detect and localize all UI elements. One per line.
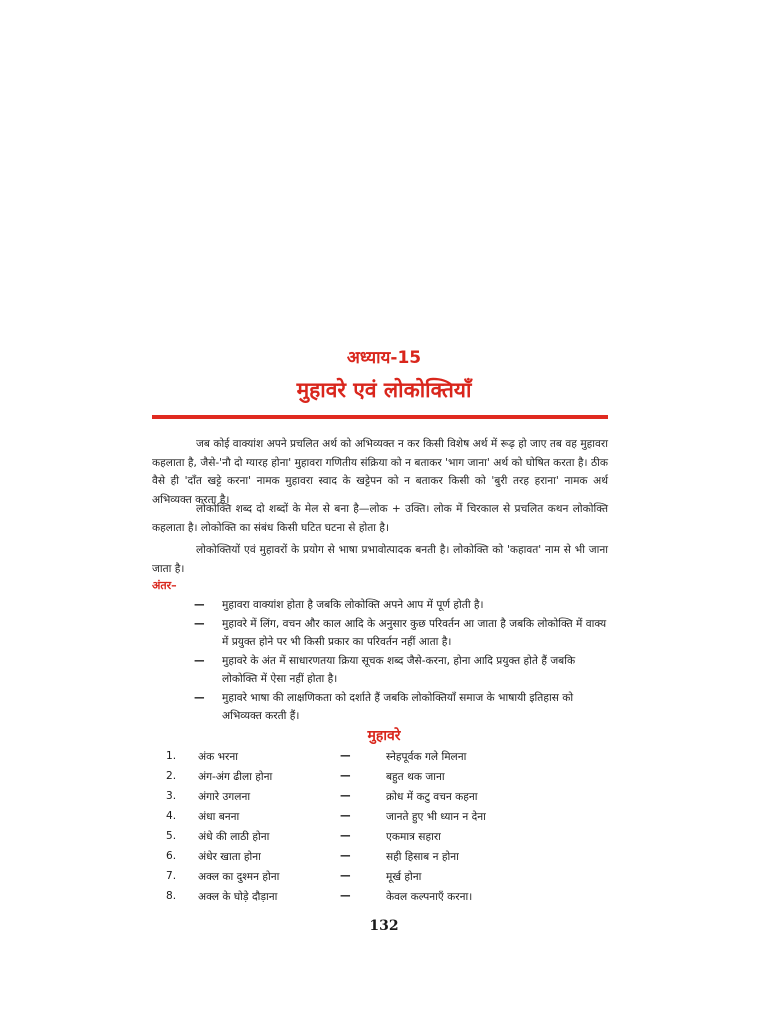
page-number: 132 <box>369 918 399 934</box>
idiom-number: 5. <box>166 830 177 842</box>
idiom-meaning: बहुत थक जाना <box>386 771 445 783</box>
idiom-row <box>0 770 768 790</box>
idiom-row <box>0 890 768 910</box>
dash-marker: — <box>340 810 351 822</box>
idiom-meaning: एकमात्र सहारा <box>386 831 441 843</box>
idiom-meaning: क्रोध में कटु वचन कहना <box>386 791 478 803</box>
dash-marker: — <box>340 770 351 782</box>
muhavare-section-heading: मुहावरे <box>367 728 401 744</box>
title-rule-divider <box>152 415 608 419</box>
dash-marker: — <box>194 692 205 704</box>
idiom-text: अक्ल के घोड़े दौड़ाना <box>198 891 278 903</box>
idiom-text: अंधे की लाठी होना <box>198 831 270 843</box>
paragraph-intro-muhavara: जब कोई वाक्यांश अपने प्रचलित अर्थ को अभिव्यक्त न कर किसी विशेष अर्थ में रूढ़ हो जाए तब वह मुहावरा कहलाता है, जैसे-'नौ दो ग्यारह होना' मुहावरा गणितीय संक्रिया को न बताकर 'भाग जाना' अर्थ को घोषित करता है। ठीक वैसे ही 'दाँत खट्टे करना' नामक मुहावरा स्वाद के खट्टेपन को न बताकर किसी को 'बुरी तरह हराना' नामक अर्थ अभिव्यक्त करता है। <box>152 438 608 506</box>
dash-marker: — <box>340 830 351 842</box>
idiom-number: 1. <box>166 750 177 762</box>
idiom-meaning: सही हिसाब न होना <box>386 851 459 863</box>
idiom-text: अंक भरना <box>198 751 239 763</box>
idiom-meaning: मूर्ख होना <box>386 871 422 883</box>
idiom-text: अंगारे उगलना <box>198 791 251 803</box>
dash-marker: — <box>340 790 351 802</box>
idiom-text: अंधेर खाता होना <box>198 851 261 863</box>
paragraph-lokokti: लोकोक्ति शब्द दो शब्दों के मेल से बना है—लोक + उक्ति। लोक में चिरकाल से प्रचलित कथन लोकोक्ति कहलाता है। लोकोक्ति का संबंध किसी घटित घटना से होता है। <box>152 503 608 534</box>
idiom-number: 4. <box>166 810 177 822</box>
idiom-row <box>0 850 768 870</box>
dash-marker: — <box>340 890 351 902</box>
idiom-row <box>0 750 768 770</box>
dash-marker: — <box>340 870 351 882</box>
idiom-meaning: केवल कल्पनाएँ करना। <box>386 891 473 903</box>
antar-heading: अंतर– <box>152 579 177 592</box>
idiom-number: 3. <box>166 790 177 802</box>
idiom-number: 8. <box>166 890 177 902</box>
dash-marker: — <box>194 655 205 667</box>
idiom-row <box>0 870 768 890</box>
idiom-meaning: जानते हुए भी ध्यान न देना <box>386 811 486 823</box>
idiom-row <box>0 830 768 850</box>
chapter-title: मुहावरे एवं लोकोक्तियाँ <box>296 378 472 402</box>
idiom-number: 6. <box>166 850 177 862</box>
dash-marker: — <box>340 750 351 762</box>
idiom-row <box>0 810 768 830</box>
difference-text: मुहावरे में लिंग, वचन और काल आदि के अनुसार कुछ परिवर्तन आ जाता है जबकि लोकोक्ति में वाक्य में प्रयुक्त होने पर भी किसी प्रकार का परिवर्तन नहीं आता है। <box>222 618 607 648</box>
idiom-text: अंधा बनना <box>198 811 240 823</box>
chapter-label: अध्याय-15 <box>346 348 422 368</box>
dash-marker: — <box>194 618 205 630</box>
dash-marker: — <box>194 599 205 611</box>
dash-marker: — <box>340 850 351 862</box>
difference-text: मुहावरे भाषा की लाक्षणिकता को दर्शाते हैं जबकि लोकोक्तियाँ समाज के भाषायी इतिहास को अभिव्यक्त करती हैं। <box>222 692 574 722</box>
difference-text: मुहावरा वाक्यांश होता है जबकि लोकोक्ति अपने आप में पूर्ण होती है। <box>222 599 484 611</box>
idiom-number: 2. <box>166 770 177 782</box>
difference-text: मुहावरे के अंत में साधारणतया क्रिया सूचक शब्द जैसे-करना, होना आदि प्रयुक्त होते हैं जबकि लोकोक्ति में ऐसा नहीं होता है। <box>222 655 576 685</box>
idiom-text: अंग-अंग ढीला होना <box>198 771 273 783</box>
idiom-text: अक्ल का दुश्मन होना <box>198 871 280 883</box>
idiom-row <box>0 790 768 810</box>
idiom-meaning: स्नेहपूर्वक गले मिलना <box>386 751 467 763</box>
idiom-number: 7. <box>166 870 177 882</box>
paragraph-prayog: लोकोक्तियों एवं मुहावरों के प्रयोग से भाषा प्रभावोत्पादक बनती है। लोकोक्ति को 'कहावत' नाम से भी जाना जाता है। <box>152 544 608 575</box>
